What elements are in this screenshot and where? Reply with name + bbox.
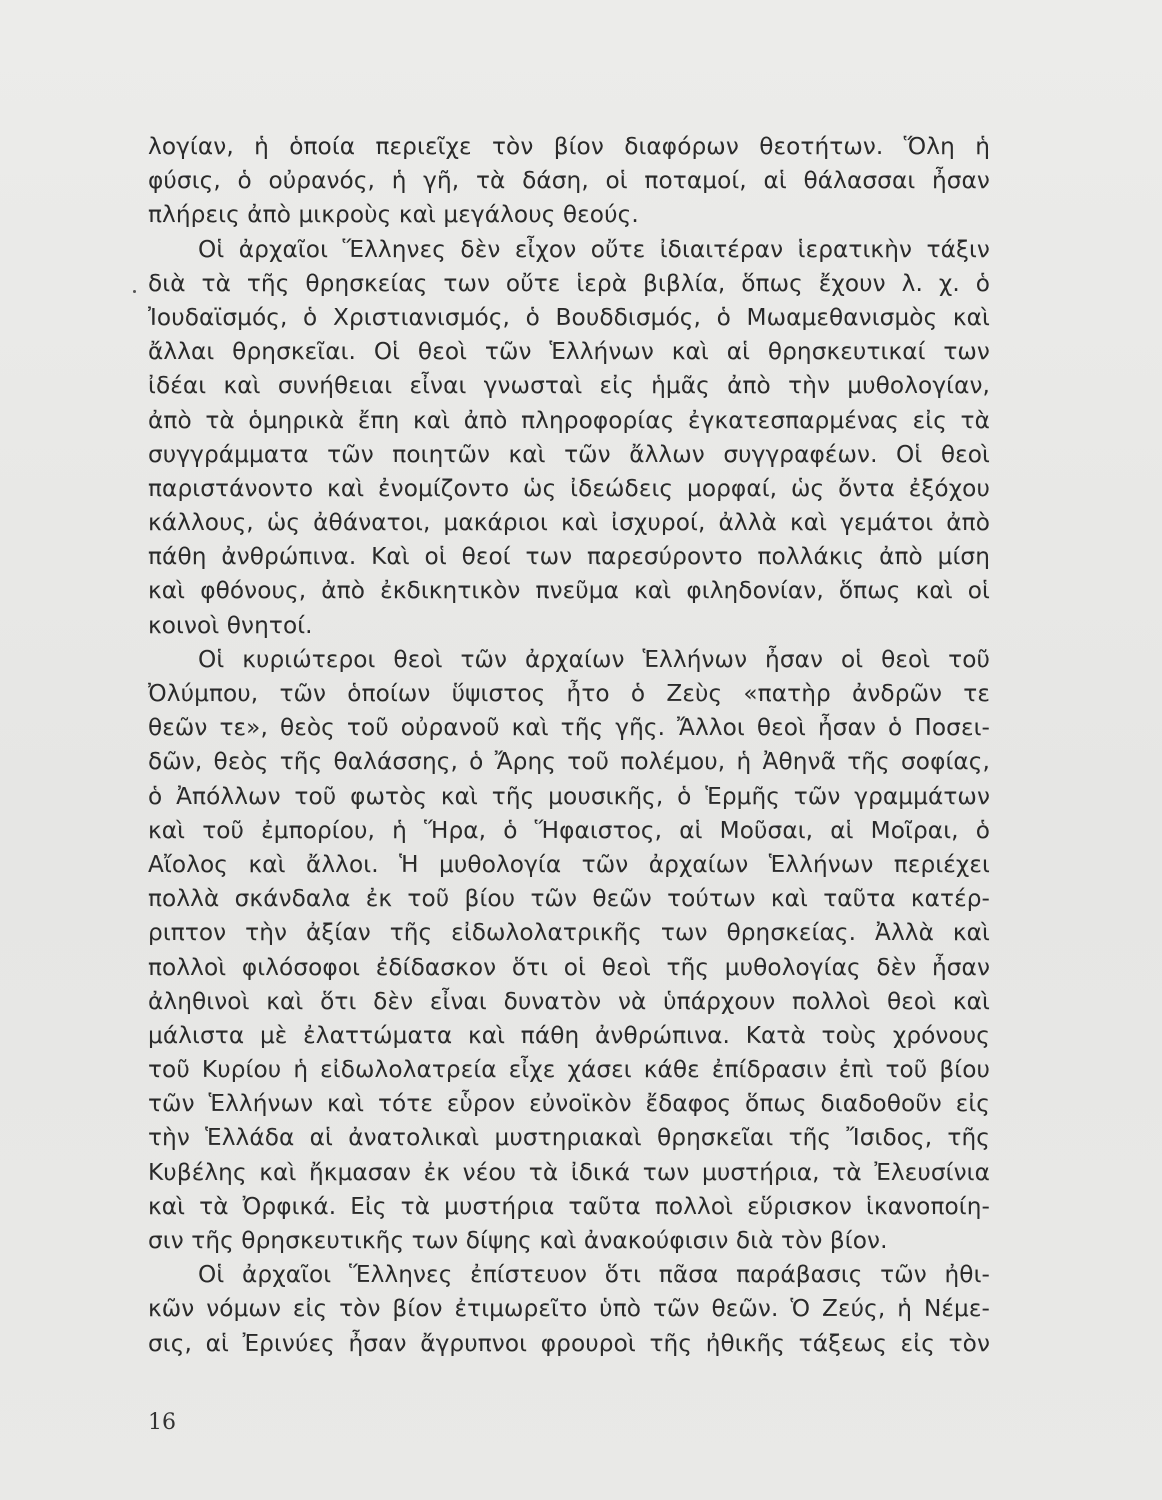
- text-line: Οἱ ἀρχαῖοι Ἕλληνες δὲν εἶχον οὔτε ἰδιαιτέραν ἱερατικὴν τάξιν: [198, 235, 990, 263]
- text-line: σις, αἱ Ἐρινύες ἦσαν ἄγρυπνοι φρουροὶ τῆς ἠθικῆς τάξεως εἰς τὸν: [148, 1329, 990, 1357]
- text-line: ἀληθινοὶ καὶ ὅτι δὲν εἶναι δυνατὸν νὰ ὑπάρχουν πολλοὶ θεοὶ καὶ: [148, 987, 990, 1015]
- text-line: τὴν Ἑλλάδα αἱ ἀνατολικαὶ μυστηριακαὶ θρησκεῖαι τῆς Ἴσιδος, τῆς: [148, 1124, 990, 1152]
- text-line: ὁ Ἀπόλλων τοῦ φωτὸς καὶ τῆς μουσικῆς, ὁ Ἑρμῆς τῶν γραμμάτων: [148, 782, 990, 810]
- text-line: διὰ τὰ τῆς θρησκείας των οὔτε ἱερὰ βιβλία, ὅπως ἔχουν λ. χ. ὁ: [148, 269, 990, 297]
- text-line: κάλλους, ὡς ἀθάνατοι, μακάριοι καὶ ἰσχυροί, ἀλλὰ καὶ γεμάτοι ἀπὸ: [148, 509, 990, 537]
- text-line: πλήρεις ἀπὸ μικροὺς καὶ μεγάλους θεούς.: [148, 201, 639, 229]
- text-line: Οἱ ἀρχαῖοι Ἕλληνες ἐπίστευον ὅτι πᾶσα παράβασις τῶν ἠθι-: [198, 1261, 990, 1289]
- body-text: [148, 130, 990, 1361]
- text-line: ριπτον τὴν ἀξίαν τῆς εἰδωλολατρικῆς των θρησκείας. Ἀλλὰ καὶ: [148, 919, 990, 947]
- text-line: Ἰουδαϊσμός, ὁ Χριστιανισμός, ὁ Βουδδισμός, ὁ Μωαμεθανισμὸς καὶ: [148, 303, 990, 331]
- text-line: σιν τῆς θρησκευτικῆς των δίψης καὶ ἀνακούφισιν διὰ τὸν βίον.: [148, 1227, 888, 1254]
- text-line: ἄλλαι θρησκεῖαι. Οἱ θεοὶ τῶν Ἑλλήνων καὶ αἱ θρησκευτικαί των: [148, 338, 990, 366]
- text-line: κῶν νόμων εἰς τὸν βίον ἐτιμωρεῖτο ὑπὸ τῶν θεῶν. Ὁ Ζεύς, ἡ Νέμε-: [148, 1295, 990, 1323]
- text-line: καὶ τοῦ ἐμπορίου, ἡ Ἥρα, ὁ Ἥφαιστος, αἱ Μοῦσαι, αἱ Μοῖραι, ὁ: [148, 816, 990, 844]
- margin-speck: [133, 290, 136, 293]
- text-line: τῶν Ἑλλήνων καὶ τότε εὗρον εὐνοϊκὸν ἔδαφος ὅπως διαδοθοῦν εἰς: [148, 1090, 990, 1118]
- text-line: πολλοὶ φιλόσοφοι ἐδίδασκον ὅτι οἱ θεοὶ τῆς μυθολογίας δὲν ἦσαν: [148, 953, 990, 981]
- text-line: πολλὰ σκάνδαλα ἐκ τοῦ βίου τῶν θεῶν τούτων καὶ ταῦτα κατέρ-: [148, 885, 990, 913]
- text-line: Αἴολος καὶ ἄλλοι. Ἡ μυθολογία τῶν ἀρχαίων Ἑλλήνων περιέχει: [148, 850, 990, 878]
- text-line: πάθη ἀνθρώπινα. Καὶ οἱ θεοί των παρεσύροντο πολλάκις ἀπὸ μίση: [148, 543, 990, 571]
- text-line: ἀπὸ τὰ ὁμηρικὰ ἔπη καὶ ἀπὸ πληροφορίας ἐγκατεσπαρμένας εἰς τὰ: [148, 406, 990, 434]
- text-line: δῶν, θεὸς τῆς θαλάσσης, ὁ Ἄρης τοῦ πολέμου, ἡ Ἀθηνᾶ τῆς σοφίας,: [148, 748, 990, 776]
- text-line: θεῶν τε», θεὸς τοῦ οὐρανοῦ καὶ τῆς γῆς. Ἄλλοι θεοὶ ἦσαν ὁ Ποσει-: [148, 714, 990, 742]
- text-line: Οἱ κυριώτεροι θεοὶ τῶν ἀρχαίων Ἑλλήνων ἦσαν οἱ θεοὶ τοῦ: [198, 645, 990, 673]
- text-line: λογίαν, ἡ ὁποία περιεῖχε τὸν βίον διαφόρων θεοτήτων. Ὅλη ἡ: [148, 133, 990, 160]
- text-line: ἰδέαι καὶ συνήθειαι εἶναι γνωσταὶ εἰς ἡμᾶς ἀπὸ τὴν μυθολογίαν,: [148, 372, 990, 400]
- text-line: κοινοὶ θνητοί.: [148, 611, 313, 639]
- text-line: φύσις, ὁ οὐρανός, ἡ γῆ, τὰ δάση, οἱ ποταμοί, αἱ θάλασσαι ἦσαν: [148, 167, 990, 195]
- page-number: 16: [148, 1410, 176, 1435]
- text-line: Κυβέλης καὶ ἤκμασαν ἐκ νέου τὰ ἰδικά των μυστήρια, τὰ Ἐλευσίνια: [148, 1158, 990, 1186]
- text-line: μάλιστα μὲ ἐλαττώματα καὶ πάθη ἀνθρώπινα. Κατὰ τοὺς χρόνους: [148, 1021, 990, 1049]
- text-line: καὶ τὰ Ὀρφικά. Εἰς τὰ μυστήρια ταῦτα πολλοὶ εὕρισκον ἱκανοποίη-: [148, 1192, 990, 1220]
- text-line: Ὀλύμπου, τῶν ὁποίων ὕψιστος ἦτο ὁ Ζεὺς «πατὴρ ἀνδρῶν τε: [148, 680, 990, 707]
- text-line: παριστάνοντο καὶ ἐνομίζοντο ὡς ἰδεώδεις μορφαί, ὡς ὄντα ἐξόχου: [148, 474, 990, 502]
- text-line: τοῦ Κυρίου ἡ εἰδωλολατρεία εἶχε χάσει κάθε ἐπίδρασιν ἐπὶ τοῦ βίου: [148, 1056, 990, 1084]
- text-line: καὶ φθόνους, ἀπὸ ἐκδικητικὸν πνεῦμα καὶ φιληδονίαν, ὅπως καὶ οἱ: [148, 577, 990, 605]
- text-line: συγγράμματα τῶν ποιητῶν καὶ τῶν ἄλλων συγγραφέων. Οἱ θεοὶ: [148, 440, 990, 468]
